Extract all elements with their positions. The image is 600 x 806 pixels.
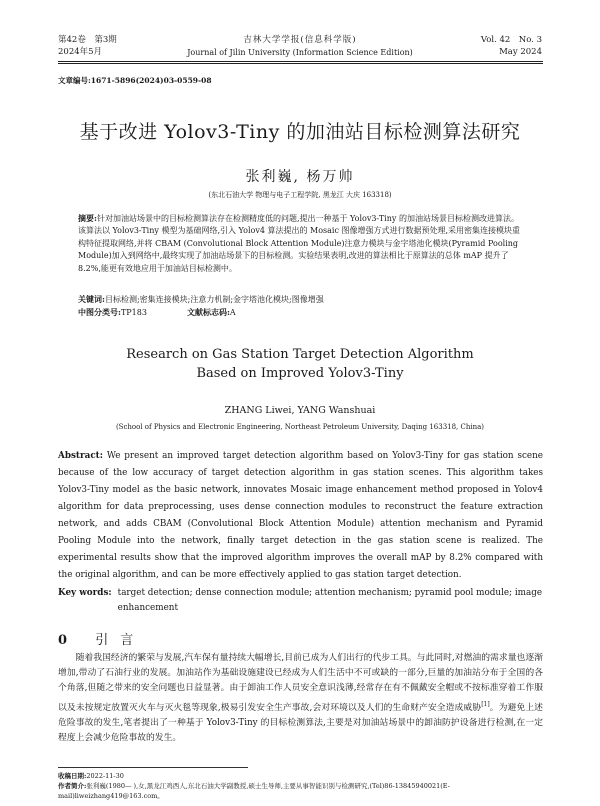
header-date-en: May 2024	[499, 47, 542, 57]
cn-meta	[78, 293, 525, 320]
section-heading	[58, 629, 145, 648]
footnote-received-label: 收稿日期:	[58, 772, 87, 780]
footnote-received	[58, 771, 543, 781]
header-volume-en: Vol. 42 No. 3	[480, 35, 542, 45]
cn-affiliation: (东北石油大学 物理与电子工程学院, 黑龙江 大庆 163318)	[208, 191, 392, 199]
footnote-author	[58, 781, 543, 801]
cn-clc: TP183	[120, 308, 147, 318]
footnote	[58, 771, 543, 801]
en-title	[0, 345, 600, 383]
section-number: 0	[58, 633, 80, 648]
cn-clc-label: 中图分类号:	[78, 307, 121, 318]
cn-keywords-label: 关键词:	[78, 294, 105, 304]
intro-paragraph	[58, 651, 543, 746]
en-keywords-text: target detection; dense connection module; attention mechanism; pyramid pool module; image enhancement	[117, 588, 543, 613]
intro-citation: [1]	[481, 700, 490, 708]
en-title-line2: Based on Improved Yolov3-Tiny	[196, 366, 404, 381]
cn-abstract	[78, 212, 525, 275]
footnote-rule	[58, 767, 248, 768]
cn-keywords	[78, 293, 525, 306]
cn-title: 基于改进 Yolov3-Tiny 的加油站目标检测算法研究	[79, 121, 521, 143]
header-journal-en: Journal of Jilin University (Information Science Edition)	[187, 48, 413, 57]
en-authors: ZHANG Liwei, YANG Wanshuai	[224, 405, 376, 416]
footnote-author-bio: 张利巍(1980— ),女,黑龙江鸡西人,东北石油大学副教授,硕士生导师,主要从事智能识别与检测研究,(Tel)86-13845940021(E-mail)liweizhang419@163.com。	[58, 782, 450, 800]
cn-classification	[78, 306, 525, 319]
en-keywords	[58, 586, 543, 616]
cn-abstract-text: 针对加油站场景中的目标检测算法存在检测精度低的问题,提出一种基于 Yolov3-Tiny 的加油站场景目标检测改进算法。该算法以 Yolov3-Tiny 模型为基础网络,引入 Yolov4 算法提出的 Mosaic 图像增强方式进行数据预处理,采用密集连接模块重构特征提取网络,并将 CBAM (Convolutional Block Attention Module)注意力模块与金字塔池化模块(Pyramid Pooling Module)加入到网络中,最终实现了加油站场景下的目标检测。实验结果表明,改进的算法相比于原算法的总体 mAP 提升了 8.2%,能更有效地应用于加油站目标检测中。	[78, 214, 521, 273]
header-journal-cn: 吉林大学学报(信息科学版)	[243, 35, 357, 45]
intro-text: 随着我国经济的繁荣与发展,汽车保有量持续大幅增长,目前已成为人们出行的代步工具。与此同时,对燃油的需求量也逐渐增加,带动了石油行业的发展。加油站作为基础设施建设已经成为人们生活中不可或缺的一部分,巨量的加油站分布于全国的各个角落,但随之带来的安全问题也日益显著。由于卸油工作人员安全意识浅薄,经常存在有不佩戴安全帽或不按标准穿着工作服以及未按规定放置灭火车与灭火毯等现象,极易引发安全生产事故,会对环境以及人们的生命财产安全造成威胁	[58, 653, 543, 713]
cn-authors: 张利巍, 杨万帅	[245, 169, 355, 185]
en-keywords-label: Key words:	[58, 588, 112, 598]
en-abstract	[58, 448, 543, 584]
header-volume-cn: 第42卷 第3期	[58, 35, 117, 45]
section-title: 引言	[95, 633, 146, 648]
article-id: 文章编号:1671-5896(2024)03-0559-08	[58, 76, 212, 85]
footnote-received-date: 2022-11-30	[86, 772, 124, 780]
en-affiliation: (School of Physics and Electronic Engineering, Northeast Petroleum University, Daqing 163318, China)	[115, 423, 485, 431]
header-rule-thin	[58, 63, 543, 64]
en-abstract-label: Abstract:	[58, 451, 103, 461]
intro-text-end: 。为避免上述危险事故的发生,笔者提出了一种基于 Yolov3-Tiny 的目标检测算法,主要是对加油站场景中的卸油防护设备进行检测,在一定程度上会减少危险事故的发生。	[58, 702, 543, 743]
header-date-cn: 2024年5月	[58, 47, 103, 57]
footnote-author-label: 作者简介:	[58, 782, 87, 790]
en-title-line1: Research on Gas Station Target Detection Algorithm	[126, 347, 474, 362]
en-abstract-text: We present an improved target detection algorithm based on Yolov3-Tiny for gas station scene because of the low accuracy of target detection algorithm in gas station scenes. This algorithm takes Yolov3-Tiny model as the basic network, innovates Mosaic image enhancement method proposed in Yolov4 algorithm for data preprocessing, uses dense connection modules to reconstruct the feature extraction network, and adds CBAM (Convolutional Block Attention Module) attention mechanism and Pyramid Pooling Module into the network, finally target detection in the gas station scene is realized. The experimental results show that the improved algorithm improves the overall mAP by 8.2% compared with the original algorithm, and can be more effectively applied to gas station target detection.	[58, 451, 543, 580]
cn-doc-code: A	[229, 308, 236, 318]
header-rule	[58, 61, 543, 62]
cn-doc-label: 文献标志码:	[186, 307, 230, 318]
cn-abstract-label: 摘要:	[78, 213, 97, 223]
cn-keywords-text: 目标检测;密集连接模块;注意力机制;金字塔池化模块;图像增强	[104, 295, 324, 304]
